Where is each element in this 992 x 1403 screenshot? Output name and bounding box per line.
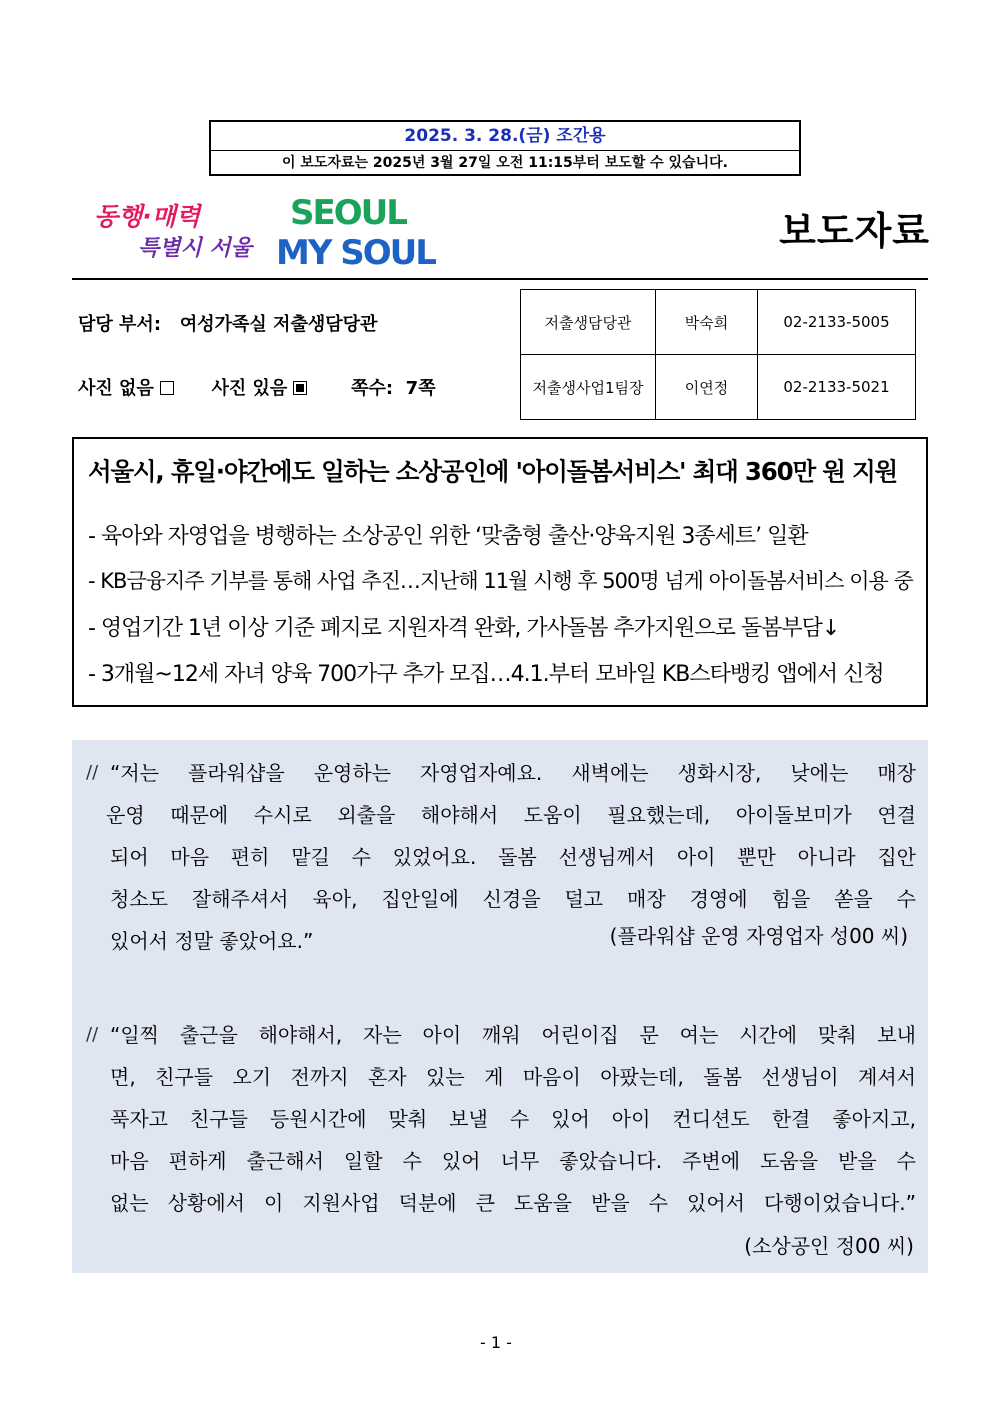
subheadline: - 영업기간 1년 이상 기준 폐지로 지원자격 완화, 가사돌봄 추가지원으로 돌봄부담↓ — [88, 616, 840, 641]
has-photo-label: 사진 있음 — [211, 378, 288, 399]
seoul-logo-line-1: SEOUL — [290, 193, 406, 233]
quote-line: 푹자고 친구들 등원시간에 맞춰 보낼 수 있어 아이 컨디션도 한결 좋아지고, — [110, 1107, 916, 1131]
page-number: - 1 - — [480, 1333, 512, 1352]
slogan-line-2: 특별시 서울 — [138, 236, 252, 261]
department-label: 담당 부서: — [78, 314, 162, 335]
quote-line: 되어 마음 편히 맡길 수 있었어요. 돌봄 선생님께서 아이 뿐만 아니라 집안 — [110, 845, 916, 869]
quote-mark-icon: // — [86, 1024, 99, 1045]
subheadline: - 육아와 자영업을 병행하는 소상공인 위한 ‘맞춤형 출산·양육지원 3종세트’ 일환 — [88, 524, 808, 549]
subheadline: - KB금융지주 기부를 통해 사업 추진…지난해 11월 시행 후 500명 넘게 아이돌봄서비스 이용 중 — [88, 569, 913, 593]
embargo-box — [209, 120, 801, 176]
no-photo-checkbox — [160, 381, 174, 395]
slogan-line-1: 동행·매력 — [94, 202, 201, 231]
quote-line: 청소도 잘해주셔서 육아, 집안일에 신경을 덜고 매장 경영에 힘을 쏟을 수 — [110, 887, 916, 911]
contact-role: 저출생사업1팀장 — [521, 355, 656, 420]
quote-line: 마음 편하게 출근해서 일할 수 있어 너무 좋았습니다. 주변에 도움을 받을 수 — [110, 1149, 916, 1173]
contact-table — [520, 289, 916, 420]
quote-line: 없는 상황에서 이 지원사업 덕분에 큰 도움을 받을 수 있어서 다행이었습니다.” — [110, 1191, 916, 1215]
contact-name: 이연정 — [656, 355, 758, 420]
testimonial-panel — [72, 740, 928, 1273]
embargo-date: 2025. 3. 28.(금) 조간용 — [211, 122, 799, 151]
department-info — [78, 310, 377, 336]
contact-name: 박숙희 — [656, 290, 758, 355]
testimonial-attribution: (플라워샵 운영 자영업자 성00 씨) — [609, 924, 908, 948]
has-photo-checkbox — [293, 381, 307, 395]
testimonial-attribution: (소상공인 정00 씨) — [744, 1234, 914, 1258]
quote-mark-icon: // — [86, 762, 99, 783]
department-value: 여성가족실 저출생담당관 — [179, 314, 378, 335]
contact-role: 저출생담당관 — [521, 290, 656, 355]
embargo-release-notice: 이 보도자료는 2025년 3월 27일 오전 11:15부터 보도할 수 있습니다. — [282, 155, 728, 171]
subheadline: - 3개월~12세 자녀 양육 700가구 추가 모집…4.1.부터 모바일 KB스타뱅킹 앱에서 신청 — [88, 662, 884, 687]
contact-phone: 02-2133-5005 — [758, 290, 916, 355]
photo-info — [78, 374, 436, 400]
testimonial-quote — [110, 1014, 916, 1224]
table-row — [521, 355, 916, 420]
document-type-title: 보도자료 — [779, 209, 930, 253]
headline: 서울시, 휴일·야간에도 일하는 소상공인에 '아이돌봄서비스' 최대 360만 원 지원 — [88, 457, 898, 486]
seoul-my-soul-logo — [276, 190, 435, 273]
contact-phone: 02-2133-5021 — [758, 355, 916, 420]
quote-line: 면, 친구들 오기 전까지 혼자 있는 게 마음이 아팠는데, 돌봄 선생님이 계셔서 — [110, 1065, 916, 1089]
quote-line: 있어서 정말 좋았어요.” — [110, 929, 314, 953]
quote-line: “일찍 출근을 해야해서, 자는 아이 깨워 어린이집 문 여는 시간에 맞춰 보내 — [110, 1023, 916, 1047]
seoul-slogan-logo — [90, 195, 250, 265]
table-row — [521, 290, 916, 355]
seoul-logo-line-2: MY SOUL — [276, 233, 435, 273]
header-divider — [72, 278, 928, 280]
pages-label: 쪽수: — [351, 378, 394, 399]
no-photo-label: 사진 없음 — [78, 378, 154, 399]
quote-line: “저는 플라워샵을 운영하는 자영업자예요. 새벽에는 생화시장, 낮에는 매장 — [110, 761, 916, 785]
quote-line: 운영 때문에 수시로 외출을 해야해서 도움이 필요했는데, 아이돌보미가 연결 — [106, 803, 916, 827]
pages-value: 7쪽 — [405, 378, 436, 399]
headline-box — [72, 437, 928, 707]
